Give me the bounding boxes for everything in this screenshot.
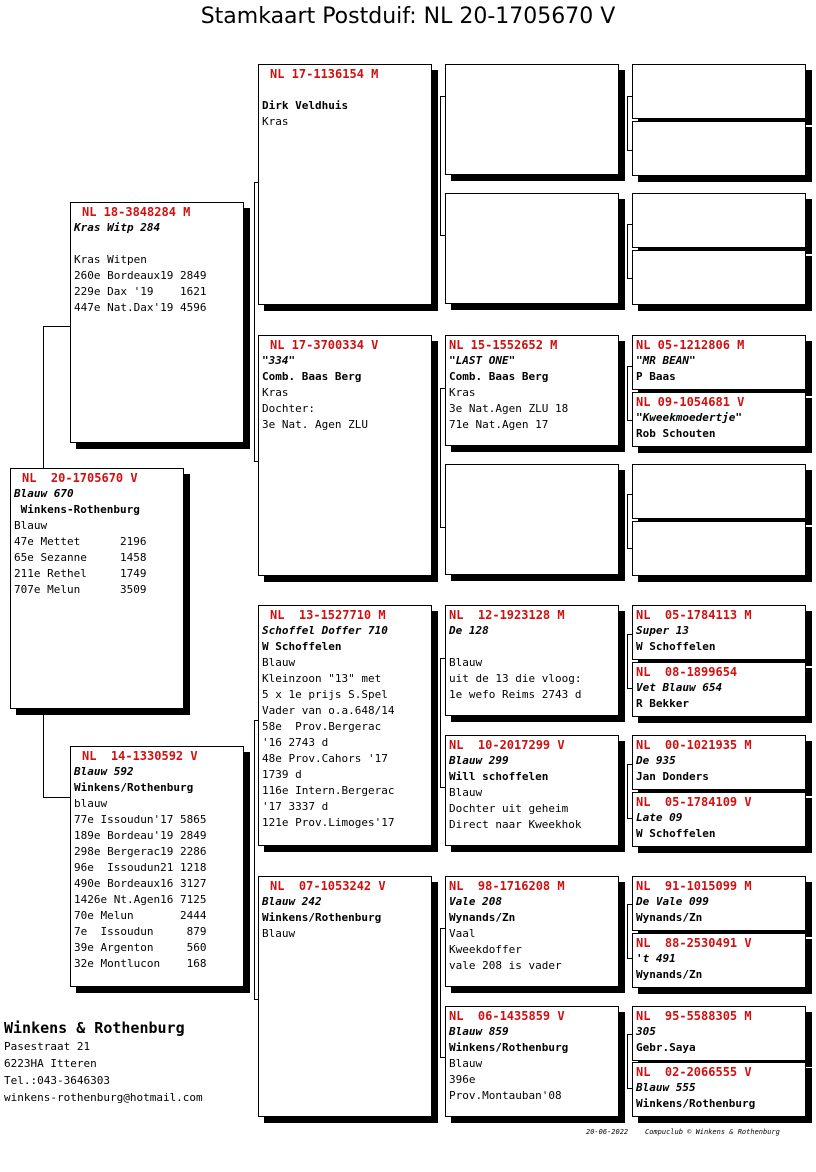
breeder-email: winkens-rothenburg@hotmail.com: [4, 1091, 203, 1104]
detail-line: 5 x 1e prijs S.Spel: [262, 688, 388, 701]
breeder-name: Winkens & Rothenburg: [4, 1019, 185, 1037]
pedigree-details: [449, 1024, 615, 1104]
detail-line: Will schoffelen: [449, 770, 549, 783]
gen4-card: [632, 335, 806, 390]
detail-line: Kweekdoffer: [449, 943, 522, 956]
pedigree-details: [636, 894, 802, 926]
pedigree-details: [636, 1024, 802, 1056]
detail-line: Vader van o.a.648/14: [262, 704, 395, 717]
detail-line: Blauw 592: [74, 765, 134, 778]
connector-line: [43, 326, 71, 468]
grandmother-paternal-card: [258, 335, 432, 576]
detail-line: Blauw 555: [636, 1081, 696, 1094]
subject-pigeon-card: [10, 468, 184, 709]
breeder-phone: Tel.:043-3646303: [4, 1074, 110, 1087]
detail-line: 1e wefo Reims 2743 d: [449, 688, 582, 701]
detail-line: Kras: [449, 386, 476, 399]
detail-line: "334": [262, 354, 296, 367]
ring-number: NL 15-1552652 M: [449, 338, 558, 352]
gen4-card: [632, 876, 806, 931]
ring-number: NL 13-1527710 M: [270, 608, 386, 622]
gen4-card: [632, 1006, 806, 1061]
detail-line: Blauw: [262, 656, 296, 669]
detail-line: Gebr.Saya: [636, 1041, 696, 1054]
detail-line: 3e Nat. Agen ZLU: [262, 418, 368, 431]
ring-number: NL 10-2017299 V: [449, 738, 565, 752]
breeder-city: 6223HA Itteren: [4, 1057, 97, 1070]
detail-line: Blauw 859: [449, 1025, 509, 1038]
great-grandparent-card: [445, 876, 619, 987]
gen4-card: [632, 792, 806, 847]
detail-line: Winkens/Rothenburg: [74, 781, 194, 794]
detail-line: W Schoffelen: [262, 640, 342, 653]
detail-line: 211e Rethel 1749: [14, 567, 147, 580]
detail-line: 't 491: [636, 952, 676, 965]
detail-line: Dirk Veldhuis: [262, 99, 349, 112]
detail-line: 707e Melun 3509: [14, 583, 147, 596]
detail-line: Dochter:: [262, 402, 315, 415]
detail-line: "Kweekmoedertje": [636, 411, 742, 424]
detail-line: De Vale 099: [636, 895, 709, 908]
detail-line: 47e Mettet 2196: [14, 535, 147, 548]
detail-line: Blauw: [262, 927, 296, 940]
detail-line: 116e Intern.Bergerac: [262, 784, 395, 797]
pedigree-details: [74, 764, 240, 972]
detail-line: W Schoffelen: [636, 827, 716, 840]
ring-number: NL 17-1136154 M: [270, 67, 379, 81]
pedigree-details: [14, 486, 180, 598]
father-card: [70, 202, 244, 443]
pedigree-details: [636, 623, 802, 655]
pedigree-details: [636, 951, 802, 983]
detail-line: 3e Nat.Agen ZLU 18: [449, 402, 569, 415]
detail-line: R Bekker: [636, 697, 689, 710]
detail-line: 77e Issoudun'17 5865: [74, 813, 207, 826]
detail-line: Wynands/Zn: [636, 911, 703, 924]
detail-line: '17 3337 d: [262, 800, 329, 813]
gen4-card-empty: [632, 464, 806, 519]
detail-line: 298e Bergerac19 2286: [74, 845, 207, 858]
detail-line: Blauw: [449, 786, 483, 799]
detail-line: Comb. Baas Berg: [449, 370, 549, 383]
ring-number: NL 07-1053242 V: [270, 879, 386, 893]
detail-line: 65e Sezanne 1458: [14, 551, 147, 564]
pedigree-details: [636, 410, 802, 442]
gen4-card-empty: [632, 193, 806, 248]
detail-line: "LAST ONE": [449, 354, 516, 367]
detail-line: 1426e Nt.Agen16 7125: [74, 893, 207, 906]
gen4-card-empty: [632, 64, 806, 119]
pedigree-details: [449, 753, 615, 833]
gen4-card: [632, 605, 806, 660]
mother-card: [70, 746, 244, 987]
detail-line: Winkens/Rothenburg: [636, 1097, 756, 1110]
grandfather-paternal-card: [258, 64, 432, 305]
great-grandparent-card: [445, 335, 619, 446]
detail-line: 48e Prov.Cahors '17: [262, 752, 388, 765]
ring-number: NL 05-1784113 M: [636, 608, 752, 622]
detail-line: Winkens/Rothenburg: [449, 1041, 569, 1054]
pedigree-details: [262, 623, 428, 831]
breeder-info: [4, 1018, 203, 1106]
detail-line: Blauw 670: [14, 487, 74, 500]
detail-line: Vale 208: [449, 895, 502, 908]
detail-line: 490e Bordeaux16 3127: [74, 877, 207, 890]
ring-number: NL 09-1054681 V: [636, 395, 745, 409]
detail-line: 39e Argenton 560: [74, 941, 207, 954]
detail-line: 7e Issoudun 879: [74, 925, 207, 938]
page-title: Stamkaart Postduif: NL 20-1705670 V: [200, 4, 616, 29]
pedigree-details: [449, 353, 615, 433]
detail-line: Kras: [262, 115, 289, 128]
detail-line: [449, 639, 615, 655]
pedigree-details: [636, 753, 802, 785]
detail-line: Schoffel Doffer 710: [262, 624, 388, 637]
ring-number: NL 17-3700334 V: [270, 338, 379, 352]
pedigree-details: [636, 810, 802, 842]
detail-line: Vaal: [449, 927, 476, 940]
detail-line: Wynands/Zn: [636, 968, 703, 981]
detail-line: 1739 d: [262, 768, 302, 781]
detail-line: De 935: [636, 754, 676, 767]
gen4-card: [632, 1062, 806, 1117]
detail-line: Prov.Montauban'08: [449, 1089, 562, 1102]
detail-line: Kras: [262, 386, 289, 399]
pedigree-details: [636, 353, 802, 385]
detail-line: Kleinzoon "13" met: [262, 672, 382, 685]
detail-line: Blauw: [449, 1057, 483, 1070]
great-grandparent-card: [445, 605, 619, 716]
detail-line: uit de 13 die vloog:: [449, 672, 582, 685]
great-grandparent-card-empty: [445, 464, 619, 575]
gen4-card-empty: [632, 250, 806, 305]
gen4-card: [632, 662, 806, 717]
grandfather-maternal-card: [258, 605, 432, 846]
detail-line: De 128: [449, 624, 489, 637]
gen4-card-empty: [632, 121, 806, 176]
detail-line: 229e Dax '19 1621: [74, 285, 207, 298]
detail-line: 447e Nat.Dax'19 4596: [74, 301, 207, 314]
pedigree-details: [636, 1080, 802, 1112]
ring-number: NL 18-3848284 M: [82, 205, 191, 219]
detail-line: Wynands/Zn: [449, 911, 516, 924]
detail-line: 70e Melun 2444: [74, 909, 207, 922]
detail-line: Winkens/Rothenburg: [262, 911, 382, 924]
ring-number: NL 06-1435859 V: [449, 1009, 565, 1023]
detail-line: P Baas: [636, 370, 676, 383]
detail-line: Blauw 242: [262, 895, 322, 908]
great-grandparent-card-empty: [445, 64, 619, 175]
detail-line: "MR BEAN": [636, 354, 696, 367]
detail-line: 396e: [449, 1073, 476, 1086]
pedigree-details: [449, 623, 615, 703]
detail-line: Dochter uit geheim: [449, 802, 569, 815]
ring-number: NL 12-1923128 M: [449, 608, 565, 622]
footer-credit: 20-06-2022 Compuclub © Winkens & Rothenburg: [586, 1128, 780, 1136]
gen4-card: [632, 735, 806, 790]
detail-line: Rob Schouten: [636, 427, 716, 440]
detail-line: Winkens-Rothenburg: [14, 503, 140, 516]
detail-line: W Schoffelen: [636, 640, 716, 653]
pedigree-details: [262, 353, 428, 433]
ring-number: NL 08-1899654: [636, 665, 738, 679]
detail-line: [74, 236, 240, 252]
ring-number: NL 02-2066555 V: [636, 1065, 752, 1079]
detail-line: 121e Prov.Limoges'17: [262, 816, 395, 829]
ring-number: NL 14-1330592 V: [82, 749, 198, 763]
great-grandparent-card: [445, 1006, 619, 1117]
detail-line: blauw: [74, 797, 108, 810]
gen4-card: [632, 933, 806, 988]
ring-number: NL 98-1716208 M: [449, 879, 565, 893]
detail-line: Blauw 299: [449, 754, 509, 767]
detail-line: Vet Blauw 654: [636, 681, 723, 694]
gen4-card: [632, 392, 806, 447]
detail-line: Kras Witpen: [74, 253, 147, 266]
connector-line: [43, 710, 71, 798]
detail-line: 189e Bordeau'19 2849: [74, 829, 207, 842]
ring-number: NL 95-5588305 M: [636, 1009, 752, 1023]
detail-line: '16 2743 d: [262, 736, 329, 749]
detail-line: 260e Bordeaux19 2849: [74, 269, 207, 282]
ring-number: NL 91-1015099 M: [636, 879, 752, 893]
great-grandparent-card-empty: [445, 193, 619, 304]
detail-line: 96e Issoudun21 1218: [74, 861, 207, 874]
gen4-card-empty: [632, 521, 806, 576]
ring-number: NL 20-1705670 V: [22, 471, 138, 485]
detail-line: 71e Nat.Agen 17: [449, 418, 549, 431]
detail-line: 32e Montlucon 168: [74, 957, 207, 970]
pedigree-details: [636, 680, 802, 712]
ring-number: NL 05-1784109 V: [636, 795, 752, 809]
detail-line: Direct naar Kweekhok: [449, 818, 582, 831]
pedigree-details: [262, 894, 428, 942]
ring-number: NL 05-1212806 M: [636, 338, 745, 352]
detail-line: Super 13: [636, 624, 689, 637]
great-grandparent-card: [445, 735, 619, 846]
ring-number: NL 00-1021935 M: [636, 738, 752, 752]
detail-line: 58e Prov.Bergerac: [262, 720, 382, 733]
pedigree-details: [262, 82, 428, 130]
breeder-street: Pasestraat 21: [4, 1040, 91, 1053]
detail-line: Late 09: [636, 811, 683, 824]
grandmother-maternal-card: [258, 876, 432, 1117]
pedigree-details: [74, 220, 240, 316]
detail-line: Comb. Baas Berg: [262, 370, 362, 383]
detail-line: [262, 82, 428, 98]
detail-line: Blauw: [449, 656, 483, 669]
detail-line: vale 208 is vader: [449, 959, 562, 972]
detail-line: Blauw: [14, 519, 48, 532]
detail-line: 305: [636, 1025, 656, 1038]
ring-number: NL 88-2530491 V: [636, 936, 752, 950]
detail-line: Kras Witp 284: [74, 221, 161, 234]
detail-line: Jan Donders: [636, 770, 709, 783]
pedigree-details: [449, 894, 615, 974]
